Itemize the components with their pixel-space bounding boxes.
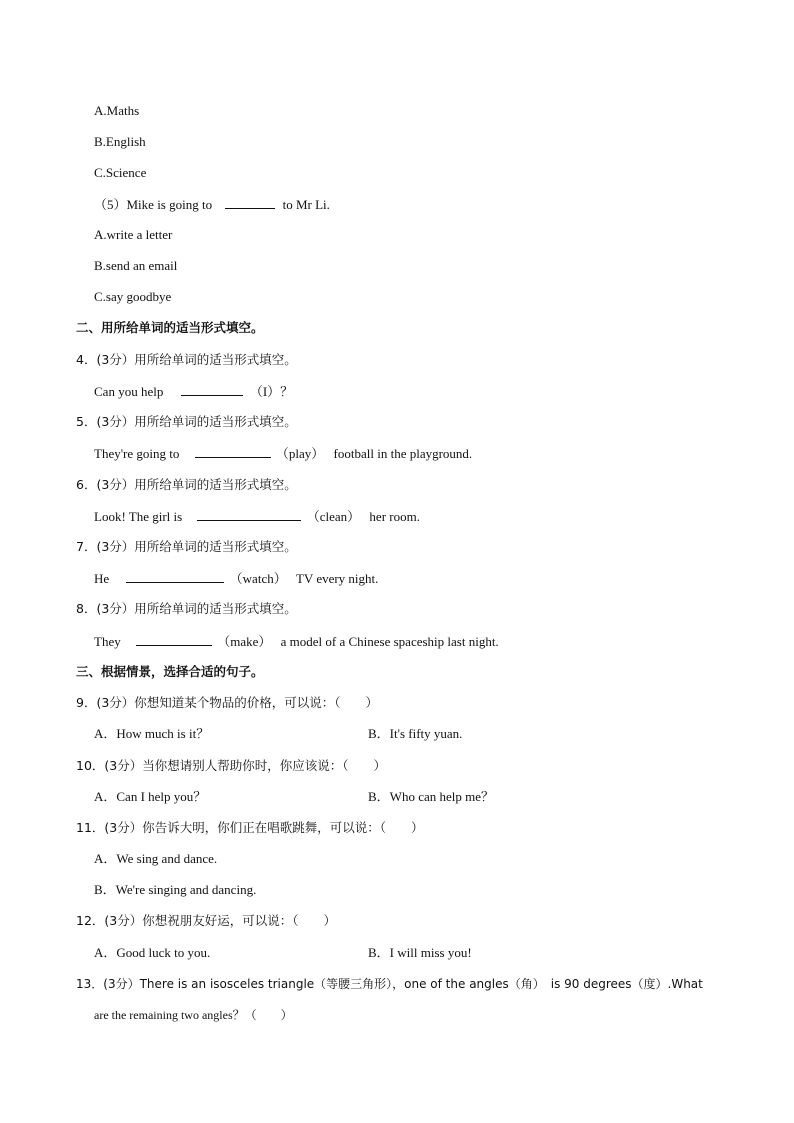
question-line <box>94 383 293 400</box>
question-text: They're going to <box>94 446 180 461</box>
question-text: TV every night. <box>295 571 379 586</box>
question-stem: 11．(3分）你告诉大明，你们正在唱歌跳舞，可以说：（ ） <box>76 820 424 835</box>
subquestion-5 <box>94 196 330 213</box>
option-a: A.Maths <box>94 103 140 118</box>
question-stem: 9．(3分）你想知道某个物品的价格，可以说：（ ） <box>76 695 379 710</box>
option-a: A.write a letter <box>94 227 173 242</box>
answer-blank[interactable] <box>136 633 212 646</box>
word-hint: （make） <box>217 634 272 649</box>
question-text: a model of a Chinese spaceship last night. <box>280 634 499 649</box>
answer-blank[interactable] <box>195 445 271 458</box>
question-stem: 4．(3分）用所给单词的适当形式填空。 <box>76 352 297 367</box>
options-row <box>94 726 694 742</box>
question-stem: 5．(3分）用所给单词的适当形式填空。 <box>76 414 297 429</box>
question-line <box>94 508 420 525</box>
question-stem-continued: are the remaining two angles？（ ） <box>94 1008 293 1022</box>
question-stem: 6．(3分）用所给单词的适当形式填空。 <box>76 477 297 492</box>
option-b[interactable]: B．Who can help me？ <box>368 789 494 804</box>
answer-blank[interactable] <box>126 570 224 583</box>
word-hint: （play） <box>275 446 325 461</box>
option-c: C.Science <box>94 165 147 180</box>
section-title: 三、根据情景，选择合适的句子。 <box>76 664 264 679</box>
word-hint: （watch） <box>229 571 287 586</box>
question-line <box>94 445 472 462</box>
option-b: B.send an email <box>94 258 178 273</box>
option-a[interactable]: A．We sing and dance. <box>94 851 218 866</box>
question-text: Can you help <box>94 384 164 399</box>
question-stem: 7．(3分）用所给单词的适当形式填空。 <box>76 539 297 554</box>
question-line <box>94 570 378 587</box>
question-line <box>94 633 499 650</box>
question-stem: 8．(3分）用所给单词的适当形式填空。 <box>76 601 297 616</box>
question-text: football in the playground. <box>333 446 473 461</box>
options-row <box>94 789 694 805</box>
question-stem: 12．(3分）你想祝朋友好运，可以说：（ ） <box>76 913 336 928</box>
question-text: They <box>94 634 121 649</box>
question-stem: 10．(3分）当你想请别人帮助你时，你应该说：（ ） <box>76 758 386 773</box>
option-c: C.say goodbye <box>94 289 172 304</box>
word-hint: （clean） <box>306 509 361 524</box>
answer-blank[interactable] <box>197 508 301 521</box>
option-a[interactable]: A．Good luck to you. <box>94 945 211 960</box>
question-text: Look! The girl is <box>94 509 183 524</box>
answer-blank[interactable] <box>181 383 243 396</box>
option-b[interactable]: B．I will miss you! <box>368 945 472 960</box>
option-b: B.English <box>94 134 146 149</box>
question-stem: 13．(3分）There is an isosceles triangle（等腰三角形），one of the angles（角） is 90 degrees（度）.What <box>76 977 703 991</box>
answer-blank[interactable] <box>225 196 275 209</box>
option-a[interactable]: A．Can I help you？ <box>94 789 207 804</box>
word-hint: （I）？ <box>249 384 294 399</box>
subquestion-5-suffix: to Mr Li. <box>282 197 330 212</box>
option-b[interactable]: B．It's fifty yuan. <box>368 726 463 741</box>
subquestion-5-prefix: （5）Mike is going to <box>94 197 213 212</box>
option-b[interactable]: B．We're singing and dancing. <box>94 882 257 897</box>
question-text: He <box>94 571 110 586</box>
question-text: her room. <box>369 509 420 524</box>
option-a[interactable]: A．How much is it？ <box>94 726 210 741</box>
section-title: 二、用所给单词的适当形式填空。 <box>76 320 264 335</box>
options-row <box>94 945 694 961</box>
